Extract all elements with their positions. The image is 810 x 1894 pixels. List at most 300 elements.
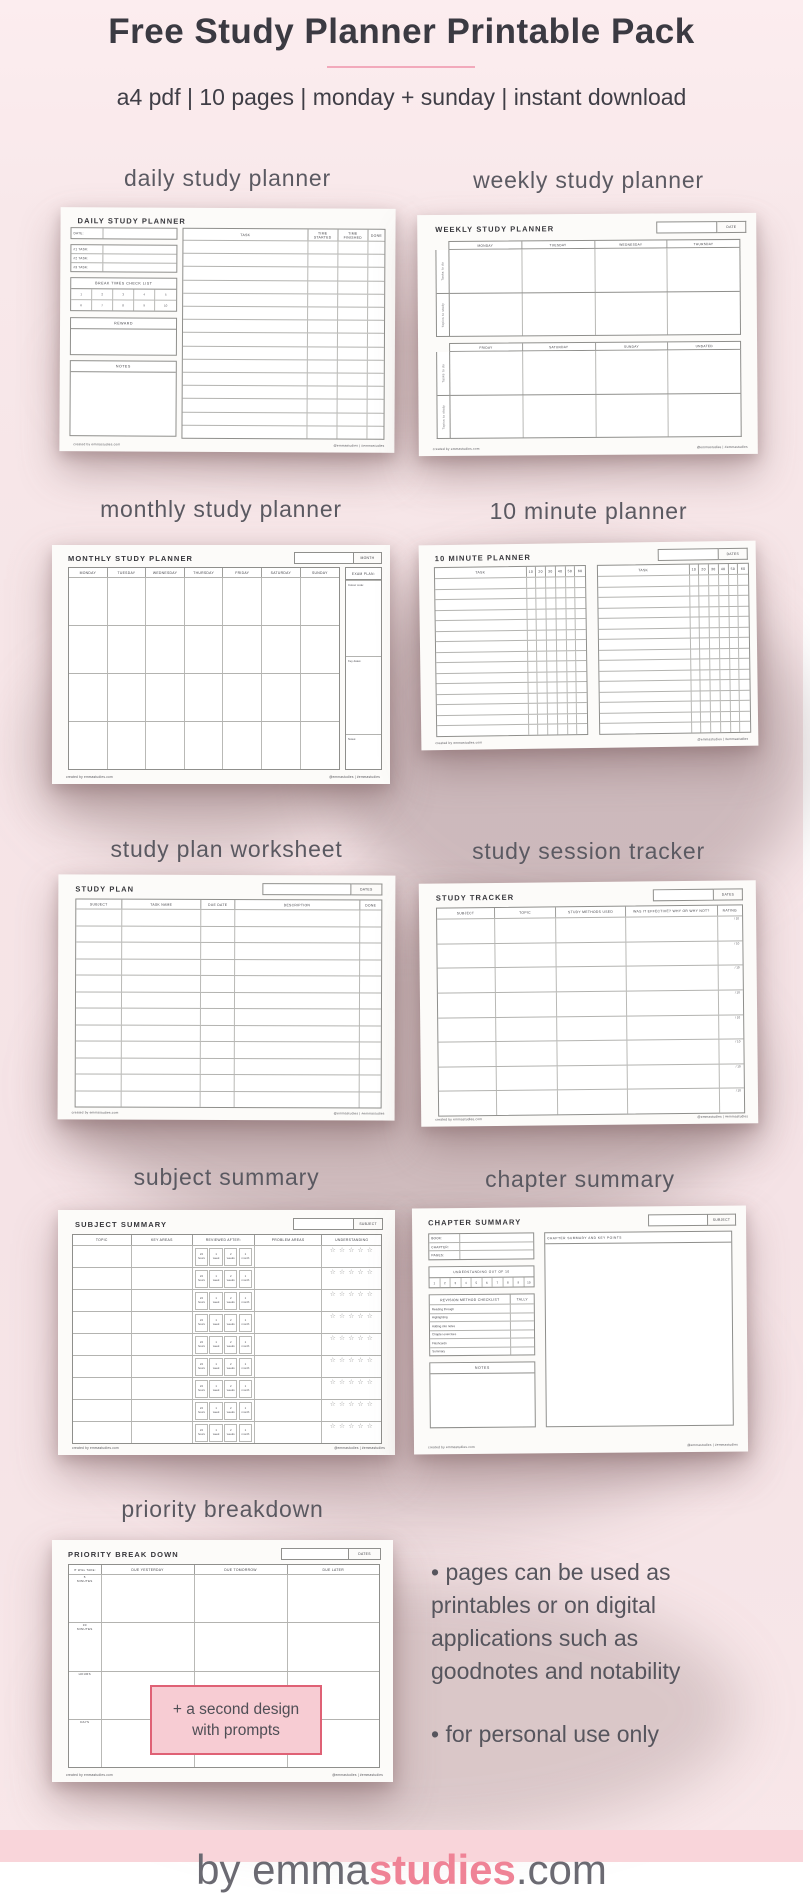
table-row: [183, 253, 384, 267]
table-cell: [322, 1356, 381, 1377]
table-cell: [132, 1246, 194, 1267]
table-cell: [359, 1026, 380, 1042]
table-cell: [730, 649, 740, 659]
table-cell: [729, 585, 739, 595]
table-cell: [740, 722, 750, 732]
duration-label: 30 MINUTES: [69, 1623, 101, 1631]
dates-input-box: [658, 548, 719, 561]
table-cell: [558, 1090, 628, 1114]
table-cell: [739, 627, 749, 637]
table-cell: [546, 577, 556, 587]
table-cell: [201, 1042, 235, 1058]
table-cell: [537, 599, 547, 609]
table-cell: [73, 1246, 132, 1267]
table-cell: [690, 618, 700, 628]
table-cell: [701, 723, 711, 733]
method-label: Summary: [430, 1347, 511, 1355]
table-cell: [730, 712, 740, 722]
table-row: [76, 974, 381, 992]
table-cell: [496, 1017, 557, 1041]
table-cell: [691, 649, 701, 659]
page-footer-credit: created by emmastudies.com: [73, 442, 120, 446]
table-cell: [528, 672, 538, 682]
table-cell: [557, 651, 567, 661]
table-row: [438, 989, 743, 1017]
table-cell: [223, 626, 262, 673]
table-cell: [558, 714, 568, 724]
table-row: [183, 345, 384, 359]
day-cell: [669, 393, 741, 436]
column-header: 30: [546, 566, 556, 576]
table-row: [69, 1574, 379, 1622]
table-cell: [73, 1268, 132, 1289]
table-cell: [193, 1268, 255, 1289]
column-header: DONE: [360, 900, 381, 909]
table-cell: [307, 347, 337, 359]
table-row: [183, 293, 384, 307]
column-header: TASK: [183, 229, 308, 241]
table-cell: [710, 617, 720, 627]
table-cell: [719, 1040, 744, 1064]
table-cell: [322, 1290, 381, 1311]
table-cell: [73, 1422, 132, 1443]
table-cell: [557, 693, 567, 703]
table-row: [76, 958, 381, 976]
break-number-cell: 4: [134, 290, 155, 300]
table-cell: [183, 360, 308, 373]
chapter-summary-box: [544, 1231, 734, 1428]
page-footer-social: @emmastudies | #emmastudies: [697, 737, 748, 742]
table-cell: [193, 1422, 255, 1443]
column-header: SUBJECT: [76, 899, 122, 908]
table-cell: [368, 295, 384, 307]
day-cell: [668, 350, 740, 393]
column-header: STUDY METHODS USED: [556, 907, 626, 918]
table-cell: [193, 1312, 255, 1333]
table-cell: [710, 628, 720, 638]
tally-header: TALLY: [511, 1294, 534, 1303]
review-interval-cell: 24 hours: [195, 1424, 208, 1442]
break-number-cell: 2: [92, 289, 113, 299]
table-cell: [307, 373, 337, 385]
week-block-2: [436, 341, 742, 439]
book-field-label: BOOK:: [429, 1234, 460, 1242]
review-interval-cell: 2 weeks: [224, 1424, 237, 1442]
table-cell: [201, 1058, 235, 1074]
table-cell: [711, 712, 721, 722]
table-cell: [255, 1334, 323, 1355]
table-cell: [223, 722, 262, 769]
table-cell: [132, 1290, 194, 1311]
dates-tag-field: [262, 883, 382, 895]
table-cell: [193, 1356, 255, 1377]
table-cell: [719, 617, 729, 627]
table-cell: [700, 628, 710, 638]
minute-table-left: [434, 565, 588, 737]
table-cell: [183, 373, 308, 386]
duration-label: DAYS: [69, 1720, 101, 1724]
table-cell: [691, 691, 701, 701]
planner-title: MONTHLY STUDY PLANNER: [68, 554, 193, 563]
table-cell: [628, 1064, 720, 1089]
table-cell: [537, 609, 547, 619]
table-cell: [536, 578, 546, 588]
table-cell: [576, 640, 586, 650]
table-cell: [627, 1040, 719, 1065]
table-cell: [527, 620, 537, 630]
table-cell: [710, 670, 720, 680]
method-row: [430, 1346, 534, 1355]
table-cell: [234, 1026, 359, 1042]
table-row: [69, 673, 339, 721]
table-cell: [308, 255, 338, 267]
table-cell: [738, 585, 748, 595]
table-cell: [307, 426, 337, 438]
table-cell: [548, 725, 558, 735]
table-cell: [719, 1064, 744, 1088]
table-cell: [701, 702, 711, 712]
day-header: UNDATED: [668, 342, 740, 350]
table-cell: [288, 1575, 379, 1622]
table-cell: [730, 701, 740, 711]
table-cell: [437, 944, 495, 968]
table-cell: [255, 1312, 323, 1333]
exam-plan-sidebar: [345, 567, 382, 770]
review-interval-cell: 1 month: [239, 1314, 252, 1332]
date-tag: DATE: [717, 221, 746, 233]
table-cell: [557, 672, 567, 682]
table-cell: [69, 1672, 102, 1719]
column-header: MONDAY: [69, 568, 108, 577]
table-cell: [437, 725, 529, 736]
table-cell: [730, 659, 740, 669]
table-cell: [183, 307, 308, 320]
week-row: [437, 392, 740, 438]
column-header: 60: [738, 564, 748, 574]
chapter-summary-header: CHAPTER SUMMARY AND KEY POINTS: [545, 1232, 731, 1245]
table-cell: [193, 1400, 255, 1421]
day-cell: [596, 350, 669, 393]
table-cell: [546, 609, 556, 619]
table-cell: [122, 943, 201, 959]
table-cell: [201, 1009, 235, 1025]
understanding-stars: ☆ ☆ ☆ ☆ ☆: [322, 1422, 381, 1430]
table-cell: [700, 617, 710, 627]
table-cell: [183, 386, 308, 399]
table-cell: [537, 662, 547, 672]
column-header: WEDNESDAY: [146, 568, 185, 577]
table-row: [76, 1073, 381, 1091]
table-cell: [201, 1091, 235, 1107]
table-cell: [201, 1075, 235, 1091]
table-cell: [132, 1334, 194, 1355]
table-cell: [255, 1246, 323, 1267]
table-cell: [495, 918, 556, 942]
table-cell: [337, 413, 367, 425]
scale-cell: 1: [430, 1278, 441, 1287]
page-footer-credit: created by emmastudies.com: [72, 1110, 119, 1114]
table-cell: [536, 588, 546, 598]
table-cell: [556, 588, 566, 598]
table-row: [73, 1333, 381, 1355]
understanding-stars: ☆ ☆ ☆ ☆ ☆: [322, 1356, 381, 1364]
dates-input-box: [653, 889, 714, 902]
table-row: [73, 1399, 381, 1421]
table-cell: [711, 723, 721, 733]
table-cell: [718, 966, 743, 990]
table-row: [183, 332, 384, 346]
column-header: DONE: [368, 230, 384, 241]
corner-spacer: [436, 343, 449, 352]
table-cell: [307, 387, 337, 399]
table-cell: [557, 991, 627, 1015]
table-cell: [122, 1025, 201, 1041]
table-row: [73, 1245, 381, 1267]
table-cell: [709, 575, 719, 585]
table-cell: [235, 943, 360, 959]
row-label: Topics to study: [441, 303, 445, 327]
table-cell: [627, 991, 719, 1016]
table-row: [182, 425, 383, 439]
table-cell: [700, 607, 710, 617]
column-header: TOPIC: [73, 1235, 132, 1245]
table-row: [183, 372, 384, 386]
row-label-cell: [436, 250, 449, 293]
table-cell: [731, 722, 741, 732]
reward-header: REWARD: [71, 318, 176, 330]
review-interval-cell: 24 hours: [195, 1270, 208, 1288]
scale-cell: 5: [472, 1278, 483, 1287]
table-cell: [557, 683, 567, 693]
table-cell: [338, 268, 368, 280]
page-footer-credit: created by emmastudies.com: [435, 740, 482, 745]
table-cell: [73, 1312, 132, 1333]
table-cell: [132, 1400, 194, 1421]
table-cell: [121, 1091, 200, 1107]
table-cell: [537, 641, 547, 651]
break-number-cell: 3: [113, 289, 134, 299]
day-header: THURSDAY: [668, 240, 740, 248]
review-interval-cell: 1 week: [209, 1358, 222, 1376]
table-cell: [322, 1334, 381, 1355]
table-cell: [308, 241, 338, 253]
table-row: [183, 279, 384, 293]
table-cell: [730, 670, 740, 680]
column-header: FRIDAY: [223, 568, 262, 577]
review-interval-cell: 2 weeks: [224, 1270, 237, 1288]
table-cell: [308, 268, 338, 280]
table-cell: [255, 1422, 323, 1443]
site-footer-text: by emmastudies.com: [196, 1846, 607, 1894]
table-cell: [223, 578, 262, 625]
table-cell: [122, 1042, 201, 1058]
understanding-stars: ☆ ☆ ☆ ☆ ☆: [322, 1312, 381, 1320]
weekly-study-planner-page: [417, 213, 758, 456]
table-cell: [368, 361, 384, 373]
table-cell: [575, 588, 585, 598]
table-row: [438, 1039, 743, 1067]
day-cell: [450, 395, 523, 438]
table-cell: [711, 691, 721, 701]
table-row: [69, 1622, 379, 1670]
table-cell: [567, 661, 577, 671]
table-cell: [201, 926, 235, 942]
table-row: [437, 915, 742, 943]
understanding-stars: ☆ ☆ ☆ ☆ ☆: [322, 1246, 381, 1254]
daily-study-planner-page: [59, 207, 395, 453]
table-cell: [438, 968, 496, 992]
review-interval-cell: 1 week: [209, 1424, 222, 1442]
review-interval-cell: 1 month: [239, 1402, 252, 1420]
table-row: [439, 1063, 744, 1091]
table-cell: [437, 919, 495, 943]
study-plan-table: [75, 898, 383, 1108]
month-tag: MONTH: [354, 552, 382, 564]
table-cell: [102, 1575, 195, 1622]
table-cell: [438, 993, 496, 1017]
planner-title: WEEKLY STUDY PLANNER: [435, 224, 554, 234]
review-interval-cell: 1 month: [239, 1424, 252, 1442]
table-cell: [577, 672, 587, 682]
table-cell: [185, 722, 224, 769]
table-cell: [600, 723, 692, 734]
table-cell: [255, 1378, 323, 1399]
minute-table-right: [597, 563, 751, 735]
table-cell: [235, 993, 360, 1009]
table-cell: [183, 280, 308, 293]
review-interval-cell: 2 weeks: [224, 1292, 237, 1310]
table-cell: [234, 1075, 359, 1091]
table-cell: [576, 630, 586, 640]
column-header: UNDERSTANDING: [322, 1235, 381, 1245]
table-cell: [338, 294, 368, 306]
page-footer-social: @emmastudies | #emmastudies: [332, 1773, 383, 1777]
table-cell: [720, 638, 730, 648]
table-cell: [529, 725, 539, 735]
table-cell: [537, 630, 547, 640]
dates-input-box: [281, 1548, 349, 1560]
table-cell: [719, 575, 729, 585]
table-cell: [108, 626, 147, 673]
table-cell: [710, 659, 720, 669]
review-interval-cell: 1 week: [209, 1270, 222, 1288]
table-cell: [738, 575, 748, 585]
column-header: 60: [575, 566, 585, 576]
table-row: [183, 306, 384, 320]
review-interval-cell: 24 hours: [195, 1314, 208, 1332]
break-number-cell: 8: [113, 299, 134, 310]
table-cell: [719, 607, 729, 617]
table-cell: [108, 674, 147, 721]
table-cell: [720, 649, 730, 659]
break-number-cell: 5: [155, 290, 176, 300]
table-cell: [122, 910, 201, 926]
table-cell: [201, 959, 235, 975]
table-cell: [368, 321, 384, 333]
page-footer-social: @emmastudies | #emmastudies: [333, 444, 384, 448]
review-interval-cell: 24 hours: [195, 1248, 208, 1266]
column-header: 50: [728, 564, 738, 574]
table-cell: [538, 672, 548, 682]
table-cell: [146, 626, 185, 673]
table-cell: [718, 941, 743, 965]
table-row: [76, 941, 381, 959]
usage-note: • pages can be used as printables or on digital applications such as goodnotes and notability: [431, 1556, 731, 1688]
table-cell: [548, 693, 558, 703]
table-row: [438, 1014, 743, 1042]
table-cell: [360, 943, 381, 959]
table-cell: [721, 701, 731, 711]
table-cell: [69, 1623, 102, 1670]
scale-cell: 8: [503, 1278, 514, 1287]
table-cell: [546, 599, 556, 609]
table-cell: [577, 693, 587, 703]
subject-tag: SUBJECT: [708, 1214, 736, 1226]
table-cell: [690, 628, 700, 638]
table-cell: [709, 596, 719, 606]
table-cell: [548, 683, 558, 693]
table-cell: [495, 943, 556, 967]
table-cell: [201, 910, 235, 926]
table-cell: [367, 400, 383, 412]
column-header: 10: [689, 564, 699, 574]
table-cell: [301, 674, 339, 721]
review-interval-cell: 24 hours: [195, 1292, 208, 1310]
table-row: [73, 1421, 381, 1443]
label-daily: daily study planner: [60, 165, 395, 192]
column-header: DUE YESTERDAY: [102, 1565, 195, 1574]
table-cell: [556, 942, 626, 966]
ten-minute-planner-page: [419, 541, 759, 751]
table-cell: [721, 722, 731, 732]
column-header: 40: [719, 564, 729, 574]
table-cell: [628, 1089, 720, 1114]
table-cell: [740, 680, 750, 690]
understanding-stars: ☆ ☆ ☆ ☆ ☆: [322, 1334, 381, 1342]
table-cell: [108, 578, 147, 625]
table-cell: [301, 722, 339, 769]
table-cell: [711, 702, 721, 712]
table-cell: [337, 387, 367, 399]
table-cell: [69, 626, 108, 673]
table-cell: [739, 617, 749, 627]
table-row: [76, 991, 381, 1009]
table-cell: [195, 1623, 288, 1670]
book-field-row: [429, 1250, 533, 1260]
method-label: Highlighting: [430, 1313, 511, 1321]
table-cell: [201, 992, 235, 1008]
table-cell: [360, 910, 381, 926]
table-cell: [729, 606, 739, 616]
table-cell: [739, 596, 749, 606]
table-cell: [729, 596, 739, 606]
table-cell: [556, 577, 566, 587]
table-cell: [234, 1009, 359, 1025]
top-tasks-box: [70, 244, 177, 273]
table-cell: [308, 307, 338, 319]
day-cell: [668, 248, 740, 291]
table-cell: [234, 1042, 359, 1058]
table-cell: [223, 674, 262, 721]
table-cell: [558, 725, 568, 735]
date-value: [103, 228, 177, 238]
table-cell: [108, 722, 147, 769]
dates-tag: DATES: [351, 883, 382, 895]
key-dates-section: [346, 656, 381, 735]
table-cell: [701, 712, 711, 722]
usage-notes: [431, 1556, 731, 1781]
table-cell: [183, 333, 308, 346]
